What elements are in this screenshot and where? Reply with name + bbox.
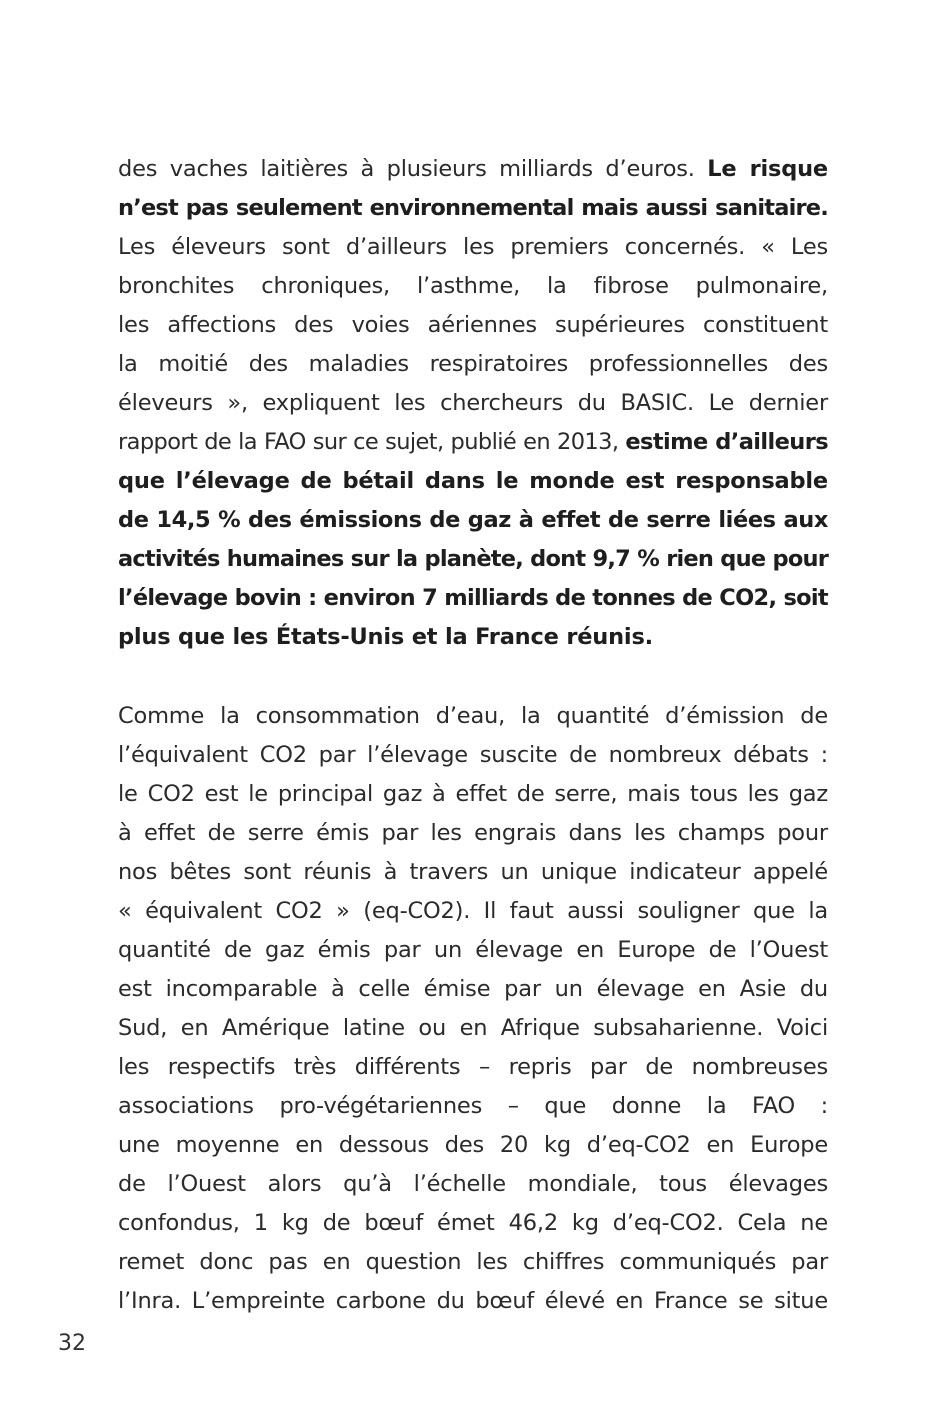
text-run: associations pro-végétariennes – que donne la FAO : bbox=[118, 1093, 828, 1119]
text-line bbox=[118, 775, 828, 814]
text-run: Comme la consommation d’eau, la quantité d’émission de bbox=[118, 703, 828, 729]
text-line bbox=[118, 579, 828, 618]
text-line bbox=[118, 697, 828, 736]
text-run: Les éleveurs sont d’ailleurs les premiers concernés. « Les bbox=[118, 234, 828, 260]
text-line bbox=[118, 150, 828, 189]
text-line bbox=[118, 1048, 828, 1087]
text-line bbox=[118, 306, 828, 345]
bold-text-run: estime d’ailleurs bbox=[625, 429, 829, 455]
bold-text-run: que l’élevage de bétail dans le monde est responsable bbox=[118, 468, 828, 494]
text-line bbox=[118, 267, 828, 306]
text-line bbox=[118, 1282, 828, 1321]
bold-text-run: activités humaines sur la planète, dont 9,7 % rien que pour bbox=[118, 546, 828, 572]
text-run: est incomparable à celle émise par un élevage en Asie du bbox=[118, 976, 828, 1002]
text-line bbox=[118, 931, 828, 970]
text-line bbox=[118, 892, 828, 931]
text-line bbox=[118, 189, 828, 228]
bold-text-run: Le risque bbox=[707, 156, 828, 182]
text-run: une moyenne en dessous des 20 kg d’eq-CO2 en Europe bbox=[118, 1132, 828, 1158]
text-run: éleveurs », expliquent les chercheurs du BASIC. Le dernier bbox=[118, 390, 828, 416]
text-run: les affections des voies aériennes supérieures constituent bbox=[118, 312, 828, 338]
text-run: quantité de gaz émis par un élevage en Europe de l’Ouest bbox=[118, 937, 828, 963]
text-line bbox=[118, 384, 828, 423]
text-run: rapport de la FAO sur ce sujet, publié en 2013, bbox=[118, 429, 626, 455]
bold-text-run: l’élevage bovin : environ 7 milliards de tonnes de CO2, soit bbox=[118, 585, 828, 611]
paragraph-2 bbox=[118, 697, 828, 1321]
text-run: l’Inra. L’empreinte carbone du bœuf élevé en France se situe bbox=[118, 1288, 828, 1314]
text-line bbox=[118, 423, 828, 462]
text-run: des vaches laitières à plusieurs milliards d’euros. bbox=[118, 156, 708, 182]
paragraph-1 bbox=[118, 150, 828, 657]
text-line bbox=[118, 970, 828, 1009]
text-line bbox=[118, 345, 828, 384]
text-line bbox=[118, 814, 828, 853]
text-run: Sud, en Amérique latine ou en Afrique subsaharienne. Voici bbox=[118, 1015, 828, 1041]
bold-text-run: de 14,5 % des émissions de gaz à effet de serre liées aux bbox=[118, 507, 828, 533]
page-number: 32 bbox=[58, 1331, 86, 1356]
text-run: confondus, 1 kg de bœuf émet 46,2 kg d’eq-CO2. Cela ne bbox=[118, 1210, 828, 1236]
text-run: de l’Ouest alors qu’à l’échelle mondiale, tous élevages bbox=[118, 1171, 828, 1197]
text-line bbox=[118, 501, 828, 540]
text-run: les respectifs très différents – repris par de nombreuses bbox=[118, 1054, 828, 1080]
text-line bbox=[118, 1204, 828, 1243]
text-line bbox=[118, 1087, 828, 1126]
bold-text-run: plus que les États-Unis et la France réunis. bbox=[118, 624, 653, 650]
text-line bbox=[118, 618, 828, 657]
text-line bbox=[118, 540, 828, 579]
text-line bbox=[118, 853, 828, 892]
text-line bbox=[118, 1165, 828, 1204]
text-line bbox=[118, 1243, 828, 1282]
text-run: à effet de serre émis par les engrais dans les champs pour bbox=[118, 820, 828, 846]
text-run: bronchites chroniques, l’asthme, la fibrose pulmonaire, bbox=[118, 273, 828, 299]
text-run: « équivalent CO2 » (eq-CO2). Il faut aussi souligner que la bbox=[118, 898, 828, 924]
text-run: la moitié des maladies respiratoires professionnelles des bbox=[118, 351, 828, 377]
text-line bbox=[118, 736, 828, 775]
text-run: le CO2 est le principal gaz à effet de serre, mais tous les gaz bbox=[118, 781, 828, 807]
text-line bbox=[118, 462, 828, 501]
text-run: nos bêtes sont réunis à travers un unique indicateur appelé bbox=[118, 859, 828, 885]
bold-text-run: n’est pas seulement environnemental mais aussi sanitaire. bbox=[118, 195, 828, 221]
text-line bbox=[118, 1126, 828, 1165]
text-line bbox=[118, 228, 828, 267]
text-run: l’équivalent CO2 par l’élevage suscite de nombreux débats : bbox=[118, 742, 828, 768]
text-run: remet donc pas en question les chiffres communiqués par bbox=[118, 1249, 828, 1275]
text-line bbox=[118, 1009, 828, 1048]
